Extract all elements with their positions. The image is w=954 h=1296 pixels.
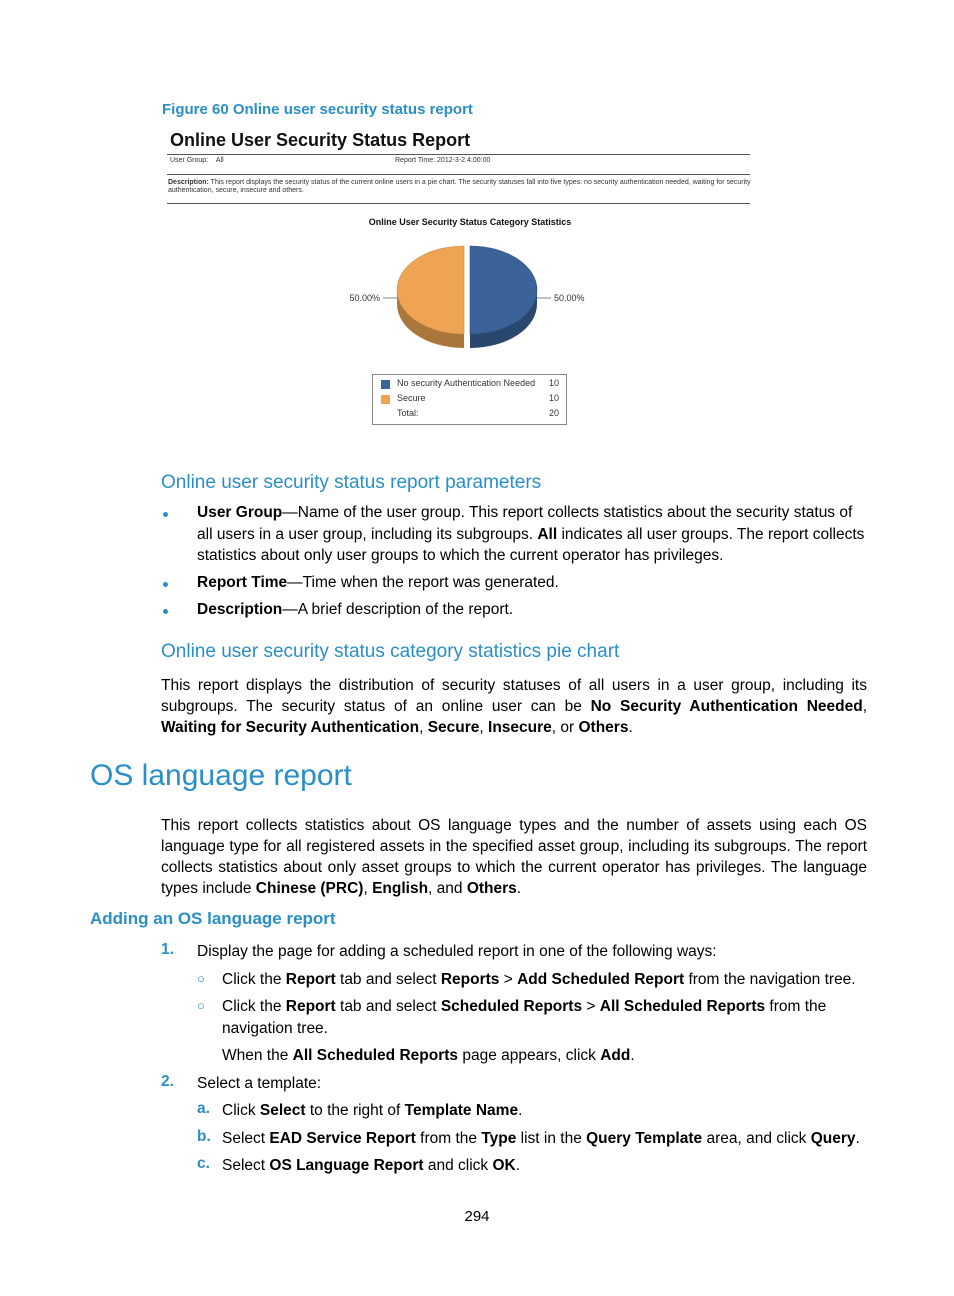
definition: —A brief description of the report. — [282, 601, 514, 618]
term: All — [537, 525, 558, 543]
description-text: This report displays the security status of the current online users in a pie chart. The security statuses fall into five types: no security authentication needed, waiting for security authentication, secure, insecure and others. — [168, 179, 751, 194]
page-number: 294 — [464, 1208, 490, 1225]
circle-bullet-icon: ○ — [197, 998, 205, 1013]
param-description — [197, 599, 867, 621]
sub-step: Click the Report tab and select Reports > Add Scheduled Report from the navigation tree. — [222, 971, 856, 988]
sub-step-letter: b. — [197, 1128, 211, 1145]
definition: —Time when the report was generated. — [287, 574, 559, 591]
definition: indicates all user groups. The report collects statistics about only user groups to which the current operator has privileges. — [197, 525, 865, 564]
legend-item — [381, 393, 563, 406]
sub-step-letter: a. — [197, 1100, 210, 1117]
paragraph: This report collects statistics about OS language types and the number of assets using each OS language type for all registered assets in the specified asset group, including its subgroups. The report collects statistics about only asset groups to which the current operator has privileges. The language types include Chinese (PRC), English, and Others. — [161, 817, 867, 897]
user-group-label: User Group: — [170, 157, 209, 164]
sub-step: Click the Report tab and select Scheduled Reports > All Scheduled Reports from the navigation tree. — [222, 998, 827, 1037]
legend-swatch — [381, 380, 390, 389]
sub-step: Select OS Language Report and click OK. — [222, 1157, 521, 1174]
step-number: 1. — [161, 941, 174, 958]
legend-item — [381, 378, 563, 391]
pie-percent-label: 50.00% — [349, 293, 380, 303]
step-number: 2. — [161, 1073, 174, 1090]
term: Report Time — [197, 574, 288, 591]
definition: —Name of the user group. This report collects statistics about the security status of all users in a user group, including its subgroups. — [197, 504, 853, 543]
legend-swatch — [381, 395, 390, 404]
step-text: Select a template: — [197, 1075, 322, 1092]
description-label: Description: — [168, 179, 209, 186]
chart-legend — [372, 374, 567, 425]
report-title: Online User Security Status Report — [170, 130, 471, 150]
subsection-heading: Adding an OS language report — [90, 909, 336, 928]
report-description — [168, 179, 753, 195]
figure-caption: Figure 60 Online user security status report — [162, 101, 473, 118]
sub-step: Select EAD Service Report from the Type list in the Query Template area, and click Query. — [222, 1130, 860, 1147]
report-time-value: 2012-3-2 4:00:00 — [437, 157, 491, 164]
section-heading: Online user security status report parameters — [161, 472, 542, 493]
step-text: Display the page for adding a scheduled report in one of the following ways: — [197, 943, 717, 960]
report-time-field — [395, 157, 490, 164]
sub-step-letter: c. — [197, 1155, 210, 1172]
term: Description — [197, 601, 283, 618]
section-heading: Online user security status category statistics pie chart — [161, 641, 620, 662]
divider — [167, 203, 750, 204]
legend-value: 10 — [548, 378, 559, 388]
sub-step: Click Select to the right of Template Name. — [222, 1102, 523, 1119]
param-user-group — [197, 502, 867, 567]
divider — [167, 174, 750, 175]
bullet-icon — [163, 609, 168, 614]
divider — [167, 154, 750, 155]
legend-label: Secure — [397, 393, 426, 403]
bullet-icon — [163, 512, 168, 517]
chart-title: Online User Security Status Category Statistics — [368, 217, 572, 227]
legend-value: 10 — [548, 393, 559, 403]
user-group-field — [170, 157, 224, 164]
legend-total-label: Total: — [397, 408, 419, 418]
sub-step-note: When the All Scheduled Reports page appears, click Add. — [222, 1047, 635, 1064]
param-report-time — [197, 572, 867, 594]
pie-percent-label: 50.00% — [554, 293, 585, 303]
page-title: OS language report — [90, 759, 352, 792]
bullet-icon — [163, 582, 168, 587]
circle-bullet-icon: ○ — [197, 971, 205, 986]
pie-chart — [330, 240, 620, 365]
report-time-label: Report Time: — [395, 157, 436, 164]
user-group-value: All — [215, 157, 224, 164]
legend-total-value: 20 — [548, 408, 559, 418]
paragraph: This report displays the distribution of security statuses of all users in a user group, including its subgroups. The security status of an online user can be No Security Authentication Needed, Waiting for Security Authentication, Secure, Insecure, or Others. — [161, 677, 868, 736]
legend-total — [381, 408, 563, 421]
term: User Group — [197, 504, 283, 521]
legend-label: No security Authentication Needed — [397, 378, 536, 388]
